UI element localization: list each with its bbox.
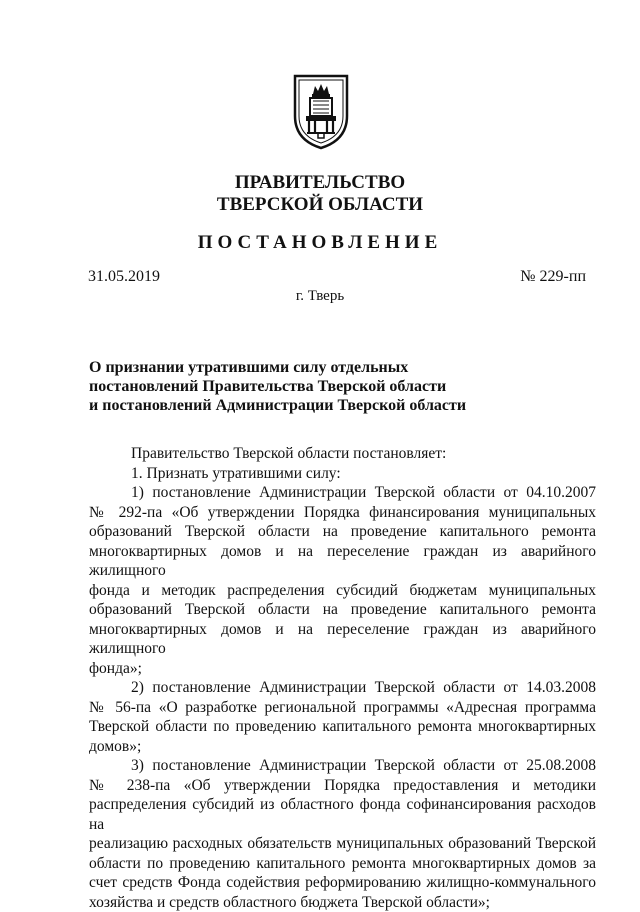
title-line: постановлений Правительства Тверской области [89,377,509,396]
document-title [89,358,509,415]
document-type: ПОСТАНОВЛЕНИЕ [0,231,640,255]
paragraph-line: многоквартирных домов и на переселение граждан из аварийного жилищного [89,542,596,581]
paragraph-line: многоквартирных домов и на переселение граждан из аварийного жилищного [89,620,596,659]
item1-heading: 1. Признать утратившими силу: [89,464,596,484]
title-line: и постановлений Администрации Тверской области [89,396,509,415]
paragraph-line: фонда»; [89,659,596,679]
paragraph-line: домов»; [89,737,596,757]
paragraph-line: образований Тверской области на проведение капитального ремонта [89,522,596,542]
paragraph-line: области по проведению капитального ремонта многоквартирных домов за [89,854,596,874]
document-number: № 229-пп [520,268,586,286]
organization-name-line2: ТВЕРСКОЙ ОБЛАСТИ [0,194,640,216]
paragraph-line: 2) постановление Администрации Тверской области от 14.03.2008 [89,678,596,698]
document-body [89,444,596,912]
paragraph-line: № 56-па «О разработке региональной программы «Адресная программа [89,698,596,718]
paragraph-line: хозяйства и средств областного бюджета Тверской области»; [89,893,596,912]
paragraph-line: счет средств Фонда содействия реформированию жилищно-коммунального [89,873,596,893]
paragraph-line: реализацию расходных обязательств муниципальных образований Тверской [89,834,596,854]
paragraph-line: 3) постановление Администрации Тверской области от 25.08.2008 [89,756,596,776]
preamble: Правительство Тверской области постановляет: [89,444,596,464]
organization-name-line1: ПРАВИТЕЛЬСТВО [0,172,640,194]
title-line: О признании утратившими силу отдельных [89,358,509,377]
paragraph-line: № 238-па «Об утверждении Порядка предоставления и методики [89,776,596,796]
document-date: 31.05.2019 [88,268,160,286]
tver-coat-of-arms-icon [291,72,351,150]
paragraph-line: № 292-па «Об утверждении Порядка финансирования муниципальных [89,503,596,523]
document-city: г. Тверь [0,288,640,305]
paragraph-line: 1) постановление Администрации Тверской области от 04.10.2007 [89,483,596,503]
paragraph-line: фонда и методик распределения субсидий бюджетам муниципальных [89,581,596,601]
paragraph-line: распределения субсидий из областного фонда софинансирования расходов на [89,795,596,834]
paragraph-line: образований Тверской области на проведение капитального ремонта [89,600,596,620]
paragraph-line: Тверской области по проведению капитального ремонта многоквартирных [89,717,596,737]
